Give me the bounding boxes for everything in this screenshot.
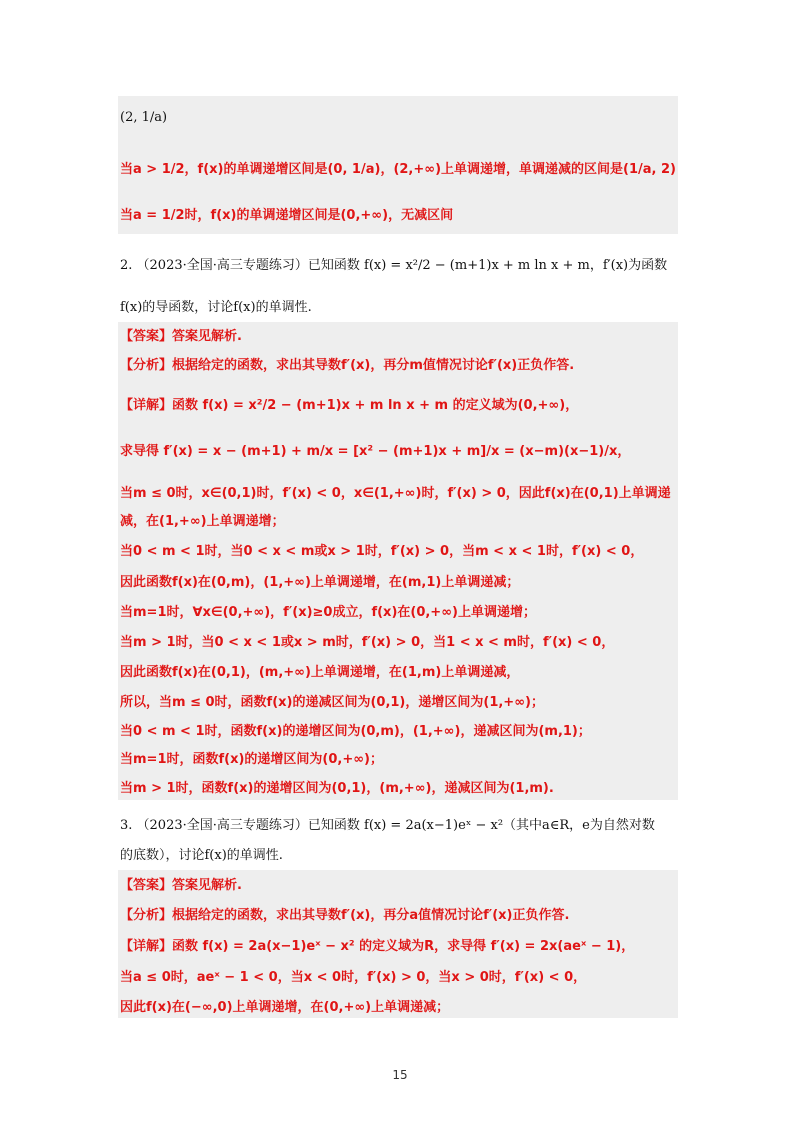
analysis-line: 【分析】根据给定的函数，求出其导数f′(x)，再分m值情况讨论f′(x)正负作答. [120, 358, 575, 373]
detail-line: 当m ≤ 0时，x∈(0,1)时，f′(x) < 0，x∈(1,+∞)时，f′(x) > 0，因此f(x)在(0,1)上单调递 [120, 486, 671, 501]
detail-line: 因此函数f(x)在(0,1)，(m,+∞)上单调递增，在(1,m)上单调递减， [120, 665, 520, 680]
page-number: 15 [392, 1068, 408, 1082]
answer-label: 【答案】答案见解析. [120, 329, 242, 344]
answer-label: 【答案】答案见解析. [120, 878, 242, 893]
detail-line: 当m=1时，函数f(x)的递增区间为(0,+∞)； [120, 752, 383, 767]
detail-line: 减，在(1,+∞)上单调递增； [120, 514, 285, 529]
detail-line: 当a ≤ 0时，aeˣ − 1 < 0，当x < 0时，f′(x) > 0，当x > 0时，f′(x) < 0， [120, 970, 587, 985]
detail-line: 当m=1时，∀x∈(0,+∞)，f′(x)≥0成立，f(x)在(0,+∞)上单调递增； [120, 605, 536, 620]
detail-line: 当m > 1时，当0 < x < 1或x > m时，f′(x) > 0，当1 < x < m时，f′(x) < 0， [120, 635, 615, 650]
text-line: 当a = 1/2时，f(x)的单调递增区间是(0,+∞)，无减区间 [120, 208, 454, 223]
text-line: 当a > 1/2，f(x)的单调递增区间是(0, 1/a)，(2,+∞)上单调递增，单调递减的区间是(1/a, 2) [120, 162, 676, 177]
detail-line: 当0 < m < 1时，当0 < x < m或x > 1时，f′(x) > 0，当m < x < 1时，f′(x) < 0， [120, 544, 644, 559]
detail-line: 【详解】函数 f(x) = x²/2 − (m+1)x + m ln x + m 的定义域为(0,+∞)， [120, 398, 579, 413]
text-line: (2, 1/a) [120, 110, 168, 125]
question-line: 的底数），讨论f(x)的单调性. [120, 848, 283, 863]
question-line: 2. （2023·全国·高三专题练习）已知函数 f(x) = x²/2 − (m+1)x + m ln x + m，f′(x)为函数 [120, 258, 668, 273]
question-line: 3. （2023·全国·高三专题练习）已知函数 f(x) = 2a(x−1)eˣ − x²（其中a∈R，e为自然对数 [120, 818, 655, 833]
analysis-line: 【分析】根据给定的函数，求出其导数f′(x)，再分a值情况讨论f′(x)正负作答. [120, 908, 570, 923]
detail-line: 求导得 f′(x) = x − (m+1) + m/x = [x² − (m+1)x + m]/x = (x−m)(x−1)/x， [120, 444, 631, 459]
detail-line: 当m > 1时，函数f(x)的递增区间为(0,1)，(m,+∞)，递减区间为(1,m). [120, 781, 554, 796]
detail-line: 当0 < m < 1时，函数f(x)的递增区间为(0,m)，(1,+∞)，递减区间为(m,1)； [120, 724, 591, 739]
question-line: f(x)的导函数，讨论f(x)的单调性. [120, 300, 312, 315]
detail-line: 所以，当m ≤ 0时，函数f(x)的递减区间为(0,1)，递增区间为(1,+∞)； [120, 695, 544, 710]
detail-line: 【详解】函数 f(x) = 2a(x−1)eˣ − x² 的定义域为R，求导得 f′(x) = 2x(aeˣ − 1)， [120, 939, 635, 954]
detail-line: 因此函数f(x)在(0,m)，(1,+∞)上单调递增，在(m,1)上单调递减； [120, 575, 520, 590]
detail-line: 因此f(x)在(−∞,0)上单调递增，在(0,+∞)上单调递减； [120, 1000, 450, 1015]
